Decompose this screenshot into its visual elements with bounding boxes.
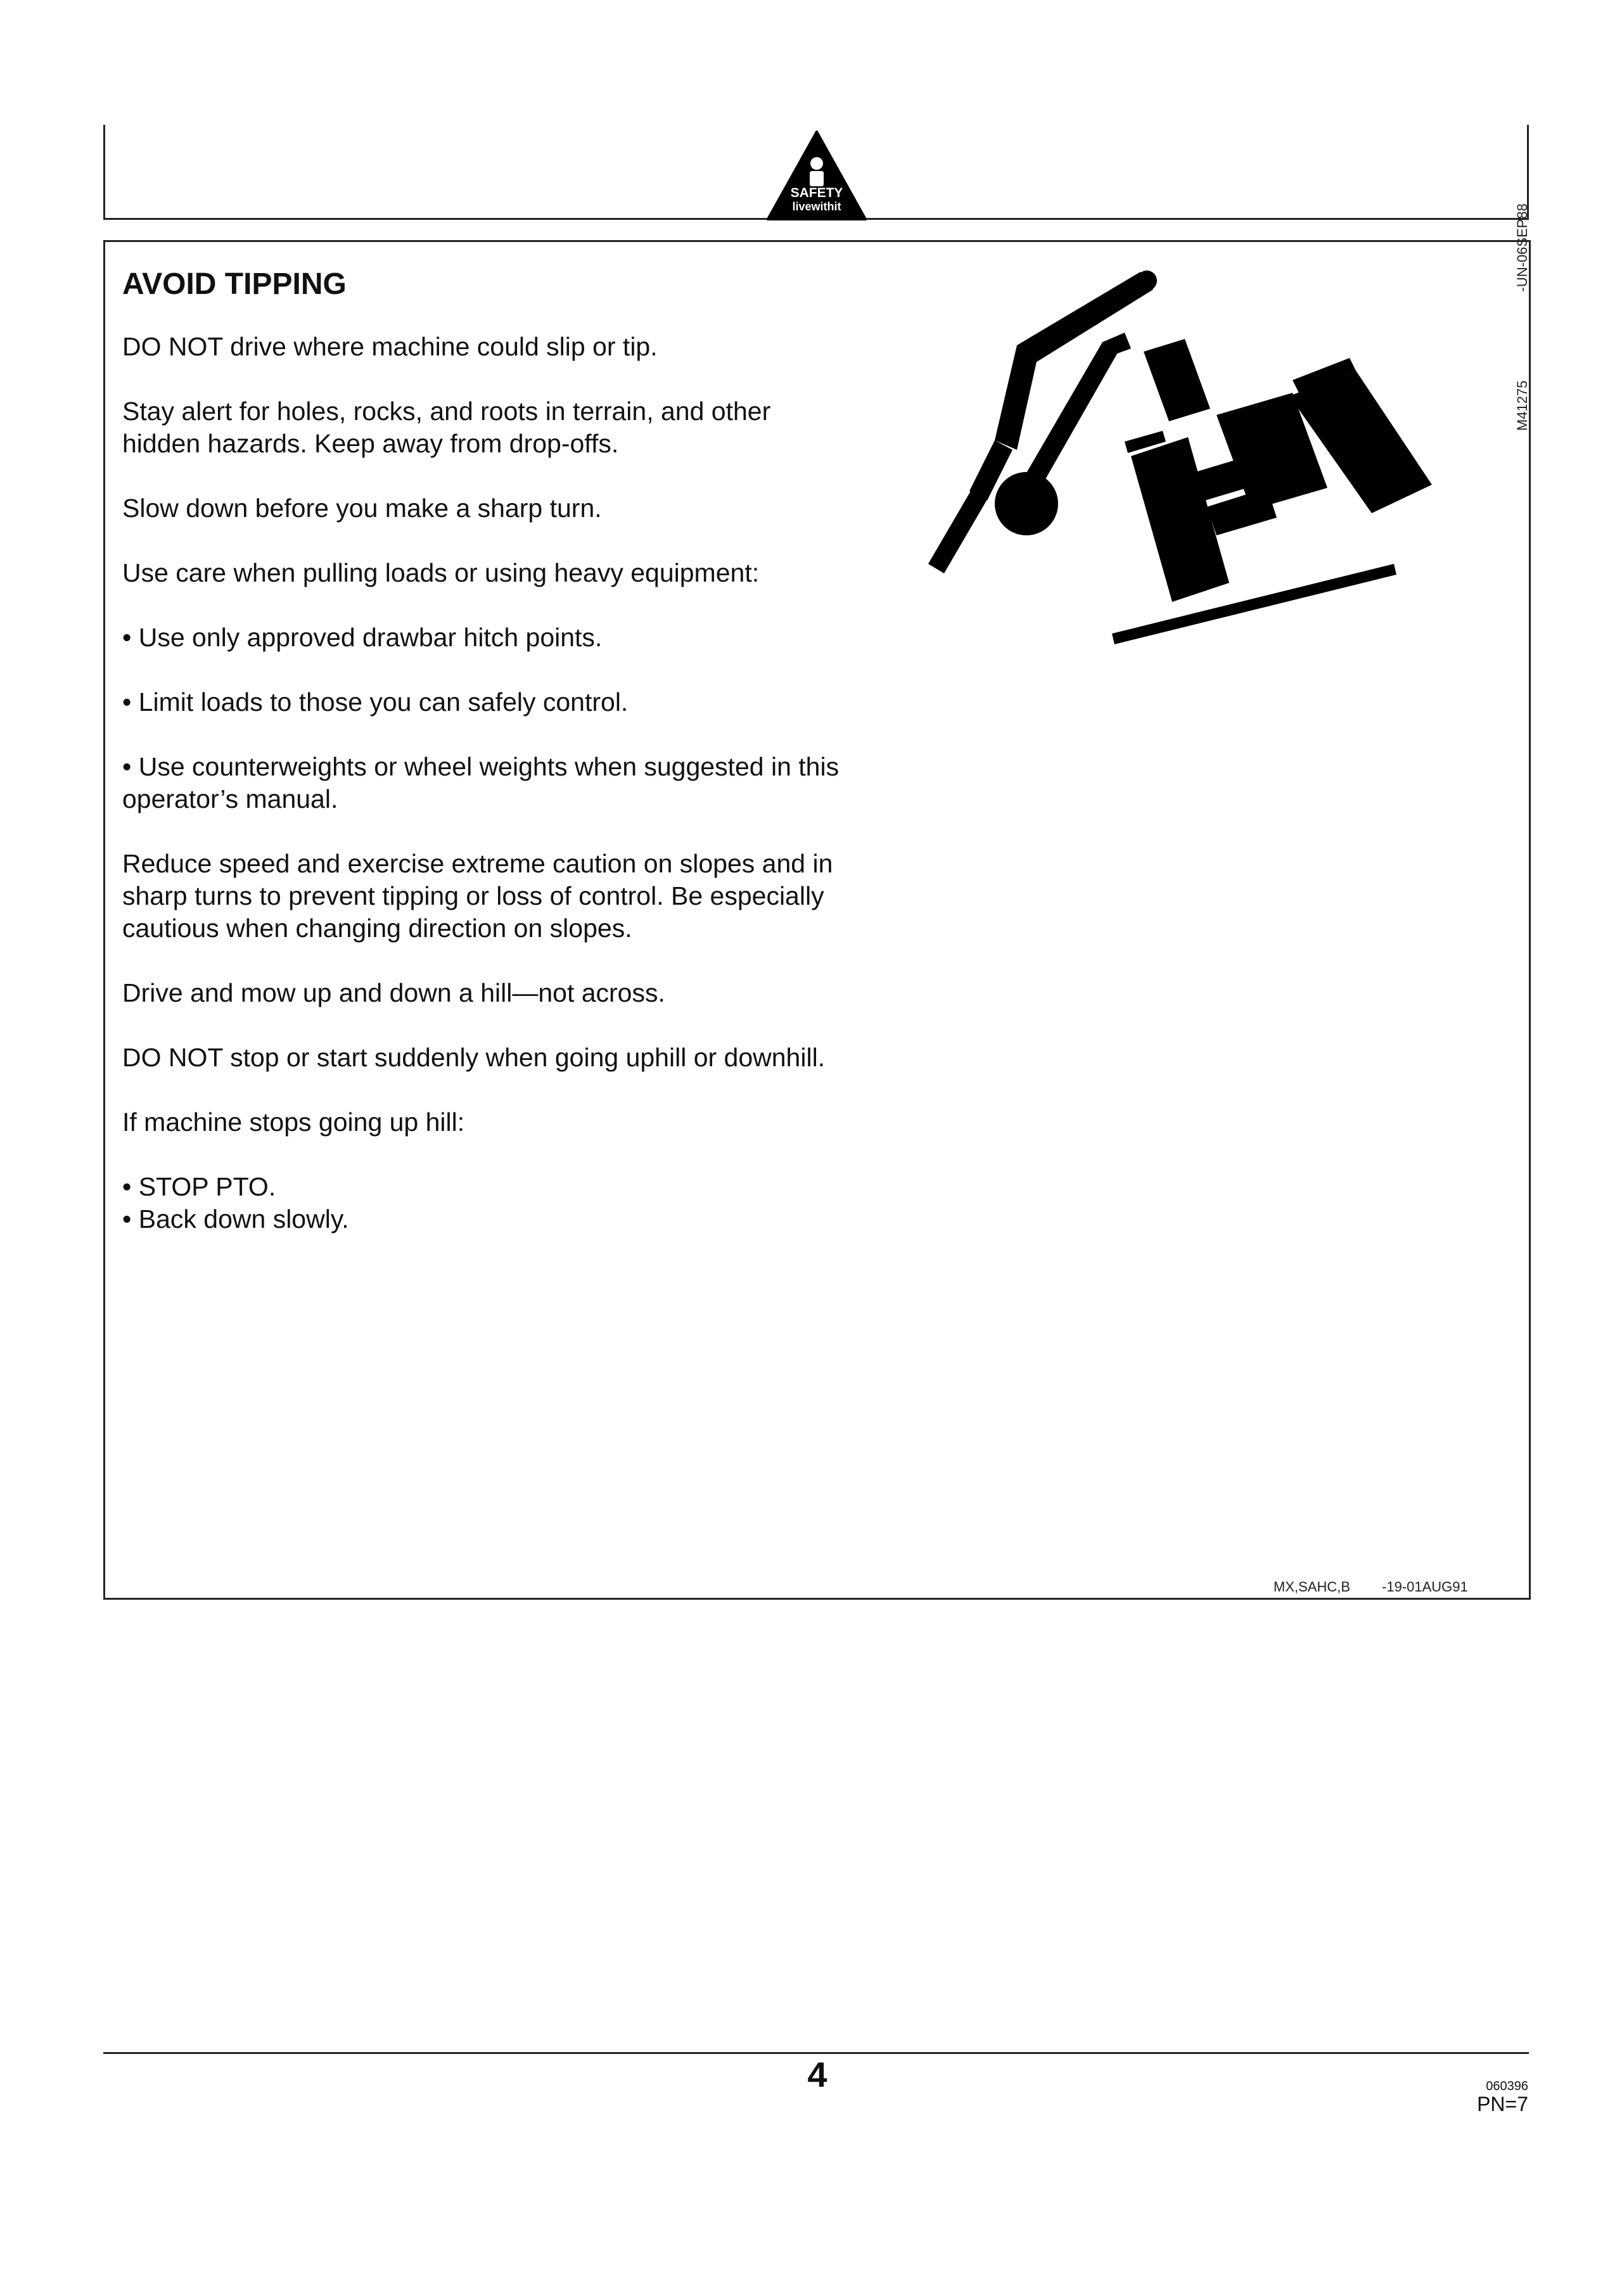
tipping-tractor-illustration [912,269,1445,649]
illustration-code-date: -UN-06SEP88 [1514,203,1530,292]
paragraph: Use care when pulling loads or using heavy equipment: [122,558,760,587]
reference-code-date: -19-01AUG91 [1382,1579,1468,1595]
illustration-code-number: M41275 [1514,380,1530,431]
paragraph: Stay alert for holes, rocks, and roots in terrain, and other hidden hazards. Keep away from drop-offs. [122,397,771,458]
bullet-item: • Use counterweights or wheel weights when suggested in this operator’s manual. [122,752,840,813]
paragraph: If machine stops going up hill: [122,1107,465,1137]
paragraph: Reduce speed and exercise extreme caution on slopes and in sharp turns to prevent tipping or loss of control. Be especially cautious when changing direction on slopes. [122,849,833,943]
safety-logo-text: SAFETY [790,186,843,200]
bullet-item: • Limit loads to those you can safely control. [122,687,629,717]
paragraph: DO NOT stop or start suddenly when going uphill or downhill. [122,1043,826,1072]
bullet-item: • Use only approved drawbar hitch points. [122,623,603,652]
reference-code-id: MX,SAHC,B [1274,1579,1351,1595]
document-code: 060396 [1486,2079,1528,2093]
reference-code [1274,1579,1468,1595]
step-item: • STOP PTO. [122,1172,276,1201]
step-item: • Back down slowly. [122,1204,349,1234]
tipping-hazard-icon [912,269,1445,649]
page-number: 4 [807,2055,827,2095]
paragraph: Drive and mow up and down a hill—not across. [122,978,665,1007]
safety-logo-tagline: livewithit [792,200,841,213]
paragraph: Slow down before you make a sharp turn. [122,494,602,523]
safety-logo [767,131,867,220]
page-reference: PN=7 [1477,2093,1528,2115]
section-title: AVOID TIPPING [122,267,347,301]
illustration-code [1514,203,1531,431]
safety-message [122,266,851,1235]
paragraph: DO NOT drive where machine could slip or tip. [122,332,658,361]
